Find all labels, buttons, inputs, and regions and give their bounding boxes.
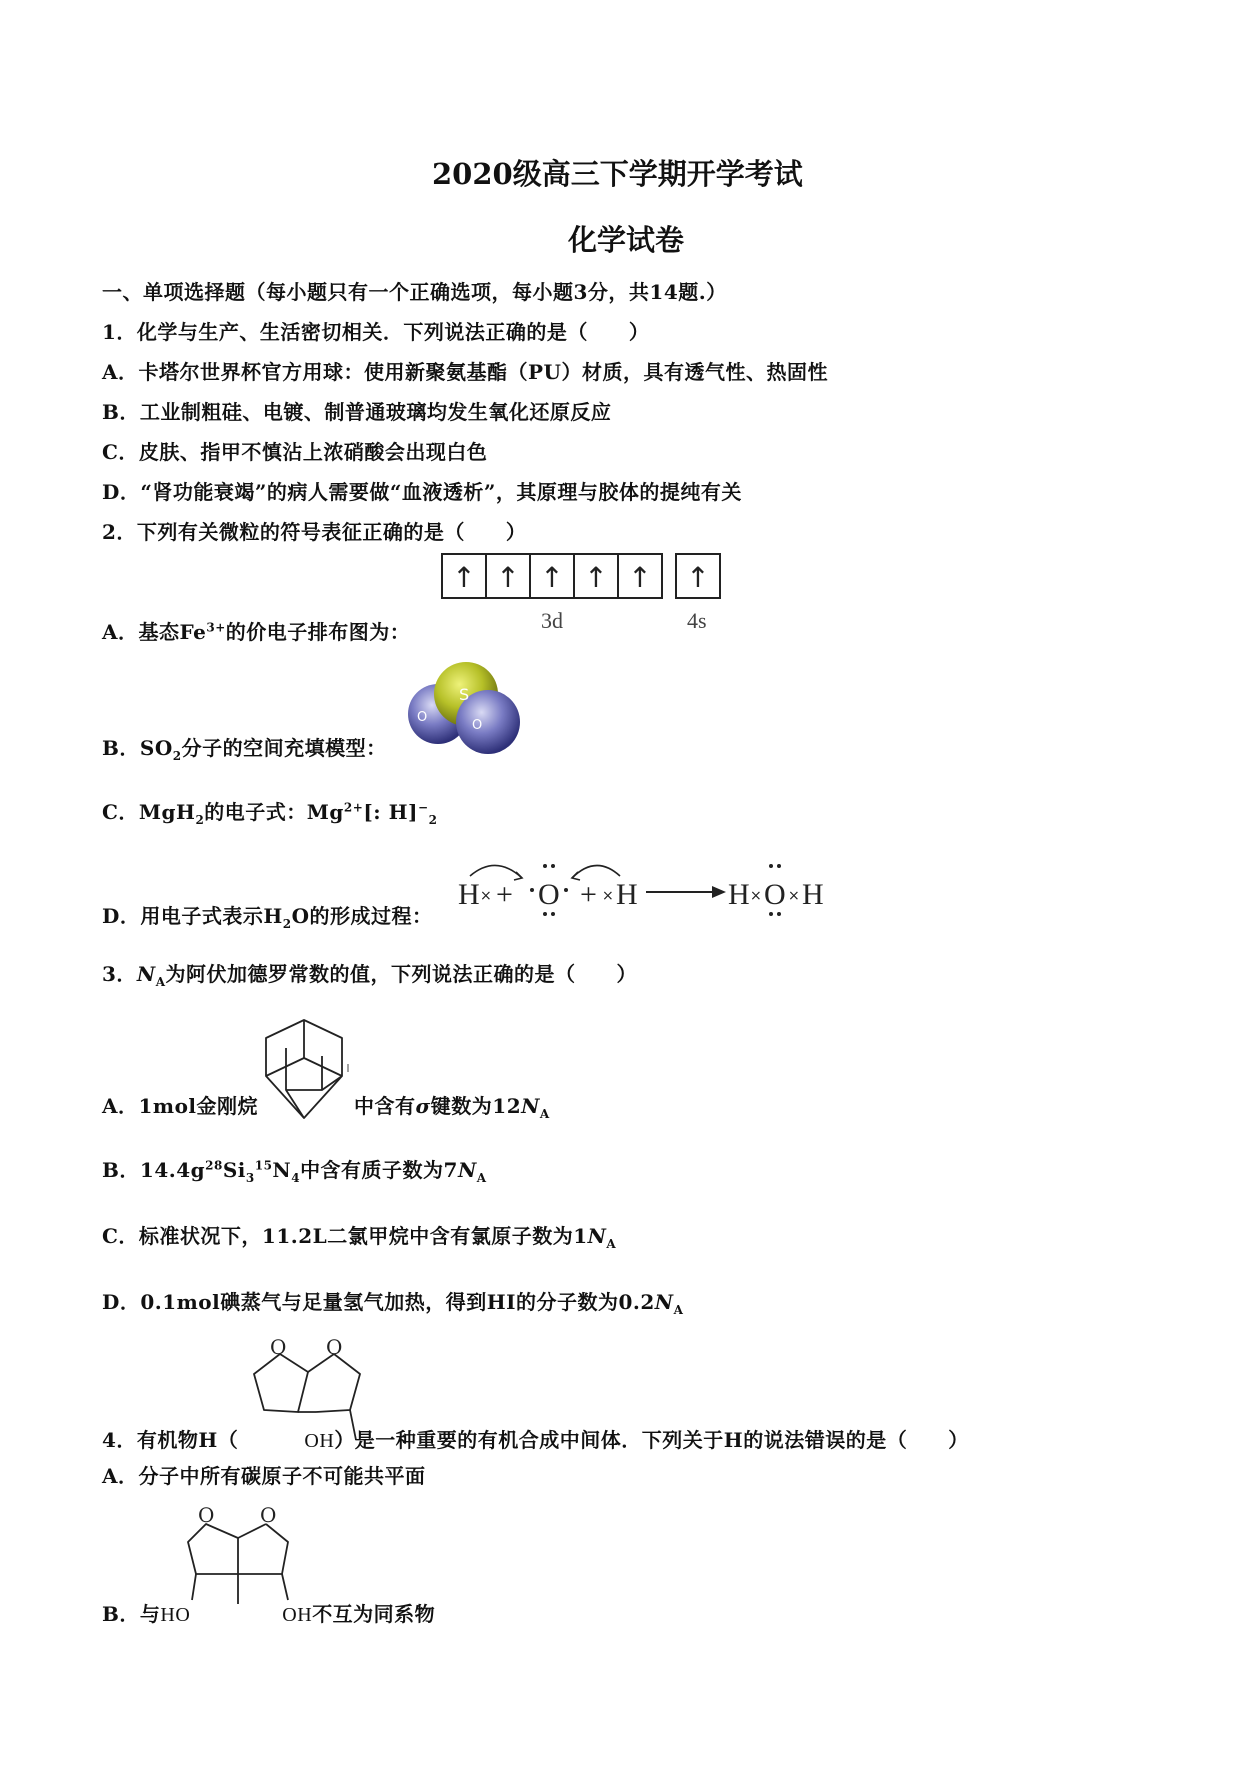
up-arrow-icon: ↑ <box>584 561 608 594</box>
q1-option-a: A．卡塔尔世界杯官方用球：使用新聚氨基酯（PU）材质，具有透气性、热固性 <box>102 360 828 384</box>
eq-h-product-right: H <box>802 878 824 911</box>
q1-option-c: C．皮肤、指甲不慎沾上浓硝酸会出现白色 <box>102 440 488 464</box>
q3-option-b: B．$14.4g^{28}Si_3^{15}N_4$中含有质子数为$7N_A$ <box>102 1158 487 1185</box>
ring-oxygen-label-right: O <box>326 1335 343 1359</box>
eq-h-right: H <box>616 878 638 911</box>
h2o-formation-diagram <box>456 852 836 922</box>
section-heading: 一、单项选择题（每小题只有一个正确选项，每小题3分，共14题.） <box>102 280 727 304</box>
eq-x-right: × <box>602 888 614 904</box>
page-subtitle: 化学试卷 <box>568 223 685 257</box>
q3-option-a: A．1mol金刚烷 中含有σ键数为$12N_A$ <box>102 1094 550 1121</box>
eq-plus-right: + <box>580 878 597 911</box>
ring-oxygen-label-b-right: O <box>260 1503 277 1527</box>
up-arrow-icon: ↑ <box>496 561 520 594</box>
q4-option-a: A．分子中所有碳原子不可能共平面 <box>102 1464 426 1488</box>
q3-option-d: D．0.1mol碘蒸气与足量氢气加热，得到HI的分子数为$0.2N_A$ <box>102 1290 684 1317</box>
eq-x-product-right: × <box>788 888 800 904</box>
ho-label: HO <box>160 1604 191 1626</box>
q2-option-a: A．基态$Fe^{3+}$的价电子排布图为： <box>102 620 411 644</box>
q2-option-d: D．用电子式表示$H_2O$的形成过程： <box>102 904 433 931</box>
eq-h-left: H <box>458 878 480 911</box>
oxygen-label-left: O <box>417 710 428 725</box>
eq-o-product: O <box>764 878 786 911</box>
eq-plus-left: + <box>496 878 513 911</box>
q1-option-d: D．“肾功能衰竭”的病人需要做“血液透析”，其原理与胶体的提纯有关 <box>102 480 742 504</box>
hydroxyl-label: OH <box>304 1430 335 1452</box>
q2-stem: 2．下列有关微粒的符号表征正确的是（ ） <box>102 520 527 544</box>
eq-o-reactant: O <box>538 878 560 911</box>
eq-x-left: × <box>480 888 492 904</box>
q4-stem: 4．有机物H（ OH）是一种重要的有机合成中间体．下列关于H的说法错误的是（ ） <box>102 1428 969 1452</box>
q2-option-b: B．$SO_2$分子的空间充填模型： <box>102 736 387 763</box>
q1-stem: 1．化学与生产、生活密切相关．下列说法正确的是（ ） <box>102 320 650 344</box>
up-arrow-icon: ↑ <box>686 561 710 594</box>
up-arrow-icon: ↑ <box>628 561 652 594</box>
compound-b-structure <box>176 1494 356 1614</box>
q4-option-b: B．与HO OH不互为同系物 <box>102 1602 436 1626</box>
eq-x-product-left: × <box>750 888 762 904</box>
page-title: 2020级高三下学期开学考试 <box>432 157 803 191</box>
q1-option-b: B．工业制粗硅、电镀、制普通玻璃均发生氧化还原反应 <box>102 400 612 424</box>
ring-oxygen-label-left: O <box>270 1335 287 1359</box>
oh-label: OH <box>282 1604 313 1626</box>
up-arrow-icon: ↑ <box>540 561 564 594</box>
orbital-label-4s: 4s <box>687 608 707 633</box>
q2-option-c: C．MgH$_2$的电子式：$Mg^{2+}$[: $H]^-_2$ <box>102 800 438 827</box>
oxygen-label-right: O <box>472 718 483 733</box>
so2-space-filling-model <box>404 660 526 756</box>
orbital-label-3d: 3d <box>541 608 563 633</box>
orbital-diagram <box>440 552 730 634</box>
q3-option-c: C．标准状况下，11.2L二氯甲烷中含有氯原子数为$1N_A$ <box>102 1224 617 1251</box>
eq-h-product-left: H <box>728 878 750 911</box>
up-arrow-icon: ↑ <box>452 561 476 594</box>
q3-stem: 3．$N_A$为阿伏加德罗常数的值，下列说法正确的是（ ） <box>102 962 638 989</box>
sulfur-label: S <box>459 685 470 704</box>
ring-oxygen-label-b-left: O <box>198 1503 215 1527</box>
